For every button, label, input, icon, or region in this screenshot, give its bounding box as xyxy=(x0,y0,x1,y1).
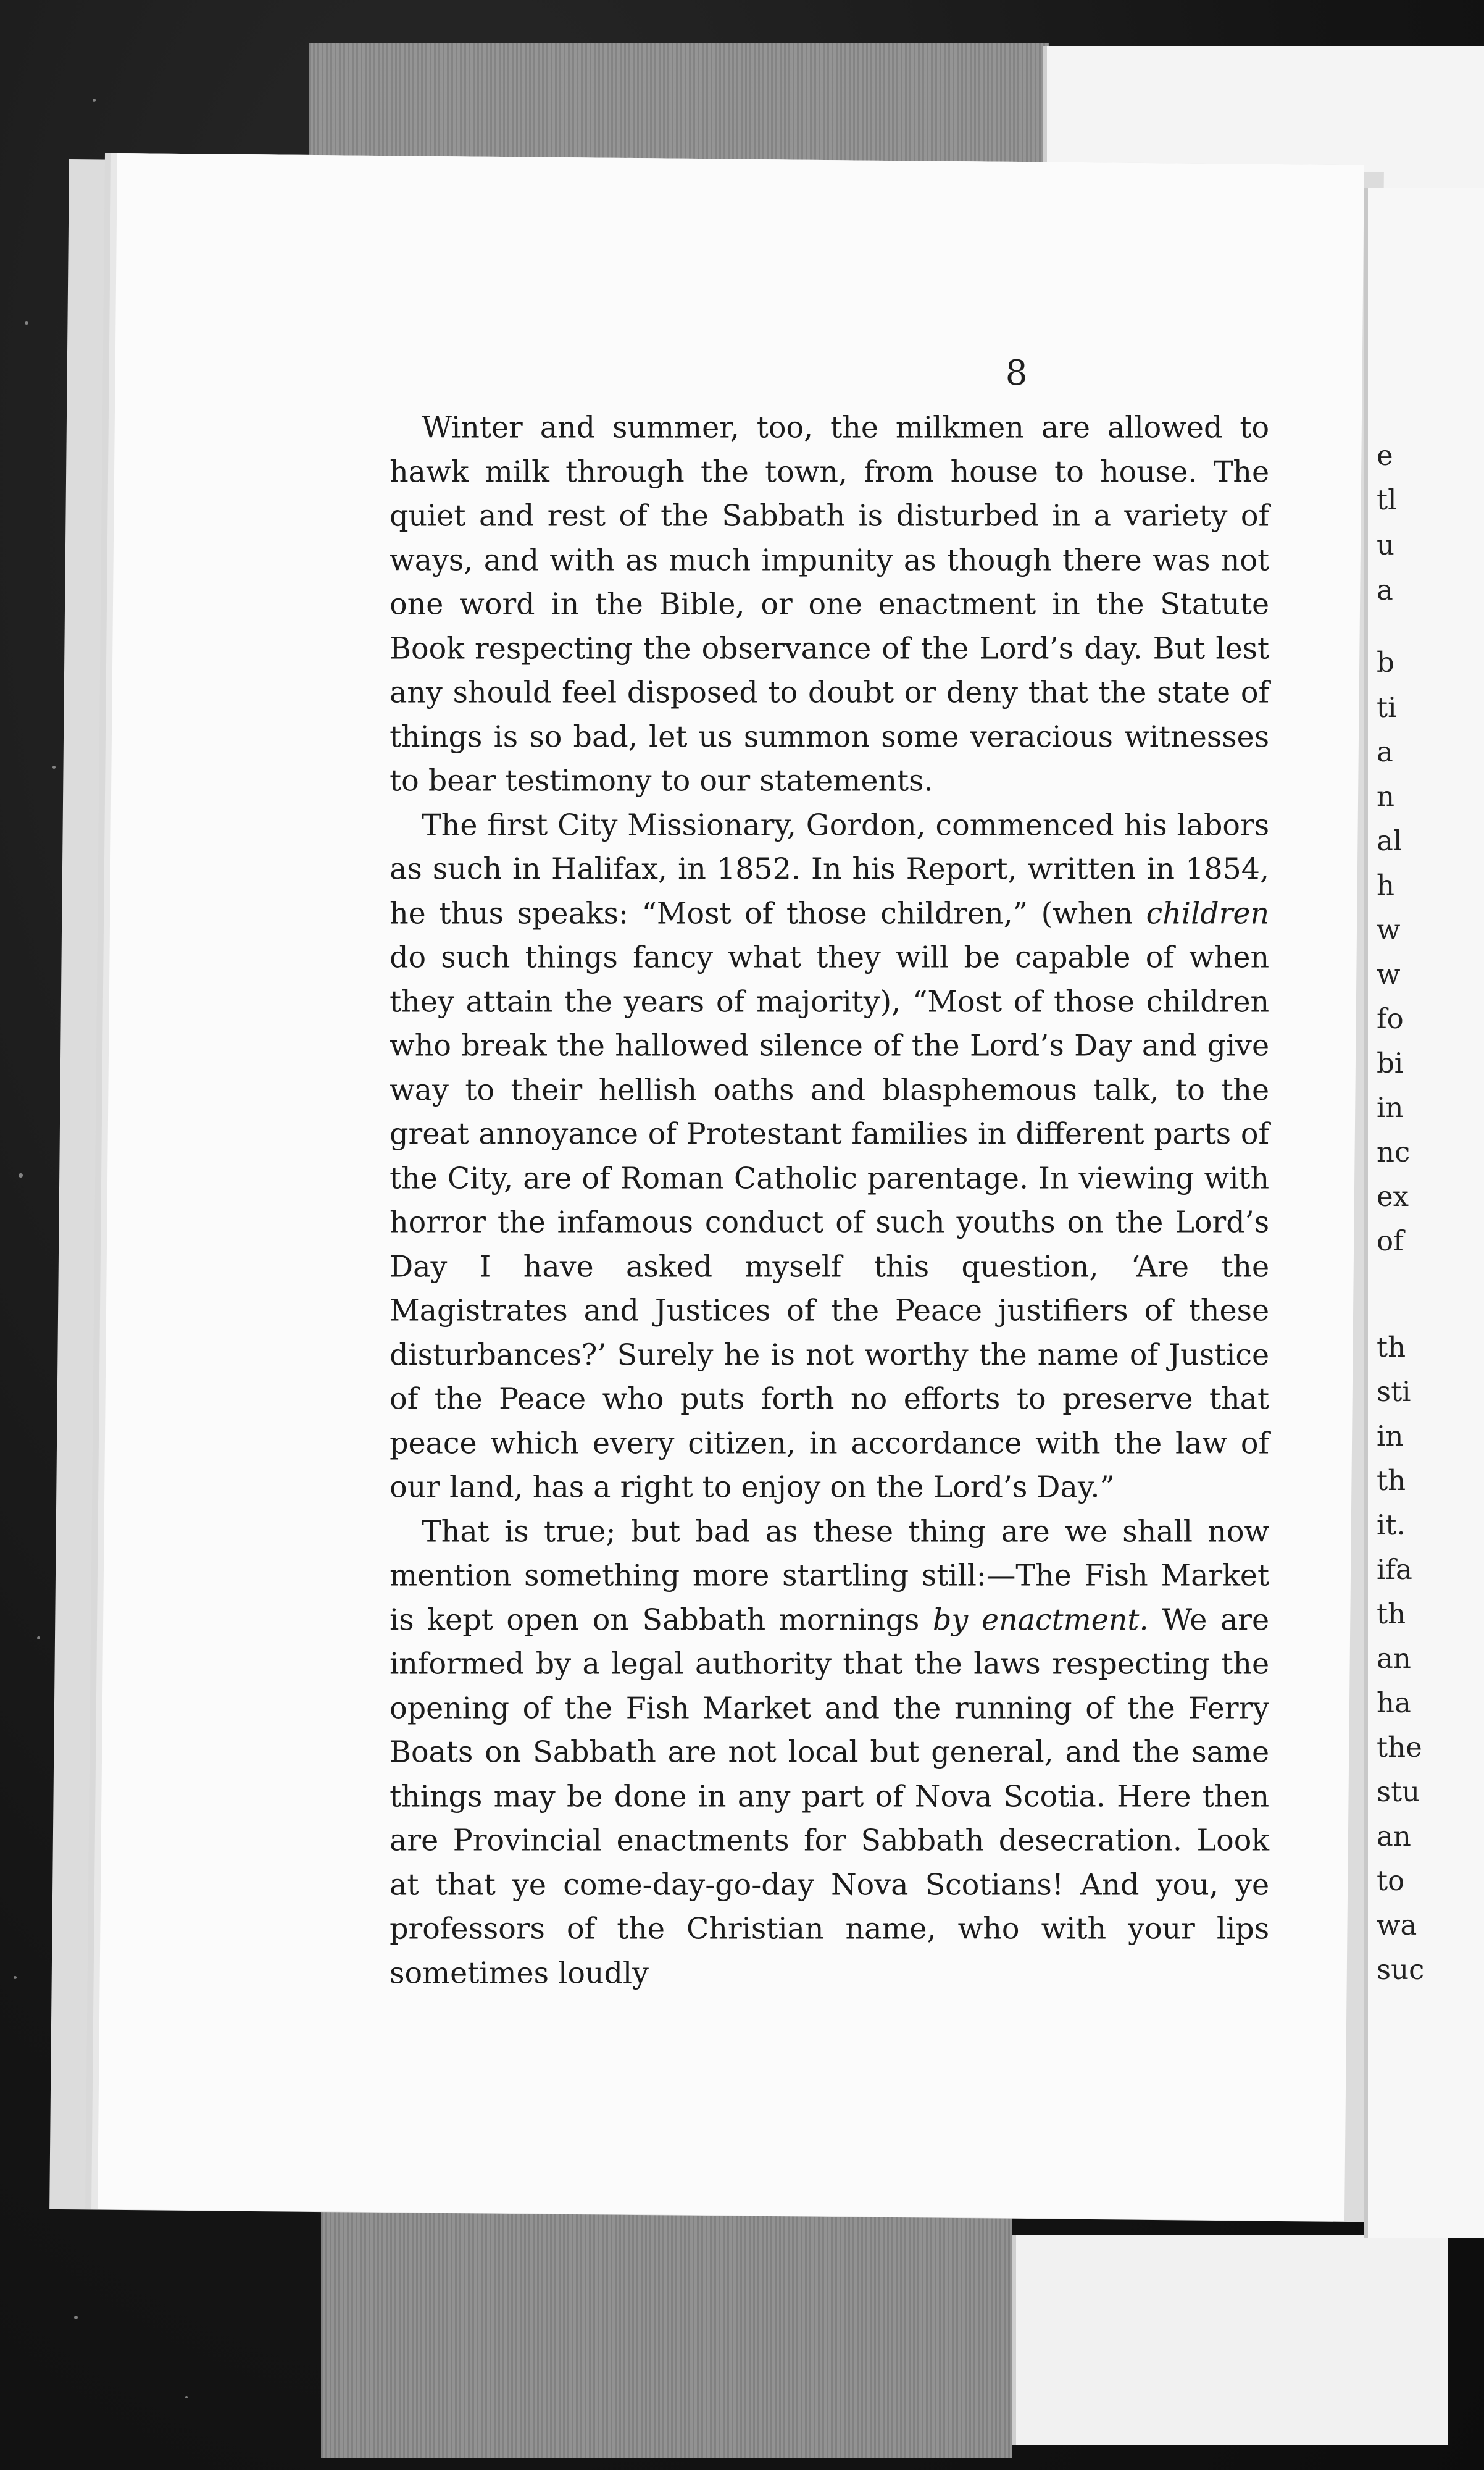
adjacent-page-fragment: w xyxy=(1377,913,1401,946)
adjacent-page-fragment: sti xyxy=(1377,1375,1411,1408)
paragraph-3-italic-by-enactment: by enactment. xyxy=(933,1602,1149,1637)
adjacent-page-fragment: h xyxy=(1377,869,1394,902)
adjacent-page-fragment: ifa xyxy=(1377,1553,1412,1586)
adjacent-page-fragment: nc xyxy=(1377,1136,1411,1168)
adjacent-page-fragment: fo xyxy=(1377,1002,1404,1035)
adjacent-page-fragment: n xyxy=(1377,780,1394,813)
adjacent-page-fragment: w xyxy=(1377,958,1401,990)
adjacent-page-fragment: it. xyxy=(1377,1509,1406,1541)
adjacent-page-fragment: an xyxy=(1377,1642,1411,1675)
adjacent-page-fragment: ti xyxy=(1377,691,1397,724)
adjacent-page-fragment: b xyxy=(1377,646,1394,679)
adjacent-page-fragment: wa xyxy=(1377,1909,1417,1941)
book-page xyxy=(98,153,1364,2221)
paper-tab-bottom xyxy=(1012,2235,1448,2445)
paragraph-2-italic-children: children xyxy=(1146,896,1270,931)
paragraph-3 xyxy=(390,1510,1269,1996)
adjacent-page-fragment: of xyxy=(1377,1225,1404,1257)
adjacent-page-fragment: ex xyxy=(1377,1180,1409,1213)
adjacent-page-fragment: suc xyxy=(1377,1953,1425,1986)
adjacent-page-fragment: bi xyxy=(1377,1047,1404,1079)
adjacent-page-fragment: in xyxy=(1377,1420,1404,1452)
adjacent-page xyxy=(1364,188,1484,2238)
adjacent-page-fragment: u xyxy=(1377,529,1394,561)
adjacent-page-fragment: in xyxy=(1377,1091,1404,1124)
paragraph-2-text-a: The first City Missionary, Gordon, commenced his labors as such in Halifax, in 1852. In his Report, written in 1854, he thus speaks: “Most of those children,” (when xyxy=(390,808,1270,931)
adjacent-page-fragment: a xyxy=(1377,574,1393,606)
paragraph-2 xyxy=(390,803,1269,1510)
paragraph-3-text-b: We are informed by a legal authority that the laws respecting the opening of the Fish Market and the running of the Ferry Boats on Sabbath are not local but general, and the same things may be done in any part of Nova Scotia. Here then are Provincial enactments for Sabbath desecration. Look at that ye come-day-go-day Nova Scotians! And you, ye professors of the Christian name, who with your lips sometimes loudly xyxy=(390,1602,1270,1990)
adjacent-page-fragment: an xyxy=(1377,1820,1411,1853)
paragraph-2-text-b: do such things fancy what they will be capable of when they attain the years of majority), “Most of those children who break the hallowed silence of the Lord’s Day and give way to their hellish oaths and blasphemous talk, to the great annoyance of Protestant families in different parts of the City, are of Roman Catholic parentage. In viewing with horror the infamous conduct of such youths on the Lord’s Day I have asked myself this question, ‘Are the Magistrates and Justices of the Peace justifiers of these disturbances?’ Surely he is not worthy the name of Justice of the Peace who puts forth no efforts to preserve that peace which every citizen, in accordance with the law of our land, has a right to enjoy on the Lord’s Day.” xyxy=(390,940,1270,1505)
backing-board-bottom xyxy=(321,2198,1012,2458)
adjacent-page-fragment: tl xyxy=(1377,484,1397,516)
page-number: 8 xyxy=(1005,353,1028,394)
adjacent-page-fragment: ha xyxy=(1377,1686,1411,1719)
adjacent-page-fragment: th xyxy=(1377,1597,1406,1630)
adjacent-page-fragment: stu xyxy=(1377,1775,1420,1808)
paragraph-1: Winter and summer, too, the milkmen are allowed to hawk milk through the town, from house to house. The quiet and rest of the Sabbath is disturbed in a variety of ways, and with as much impunity as though there was not one word in the Bible, or one enactment in the Statute Book respecting the observance of the Lord’s day. But lest any should feel disposed to doubt or deny that the state of things is so bad, let us summon some veracious witnesses to bear testimony to our statements. xyxy=(390,411,1270,798)
adjacent-page-fragment: the xyxy=(1377,1731,1422,1764)
page-body-text xyxy=(390,406,1269,1995)
adjacent-page-fragment: a xyxy=(1377,735,1393,768)
adjacent-page-fragment: al xyxy=(1377,824,1403,857)
paragraph-3-text-a: That is true; but bad as these thing are we shall now mention something more startling still:—The Fish Market is kept open on Sabbath mornings xyxy=(390,1514,1270,1637)
adjacent-page-fragment: to xyxy=(1377,1864,1405,1897)
adjacent-page-fragment: th xyxy=(1377,1331,1406,1363)
adjacent-page-fragment: th xyxy=(1377,1464,1406,1497)
adjacent-page-fragment: e xyxy=(1377,439,1393,472)
